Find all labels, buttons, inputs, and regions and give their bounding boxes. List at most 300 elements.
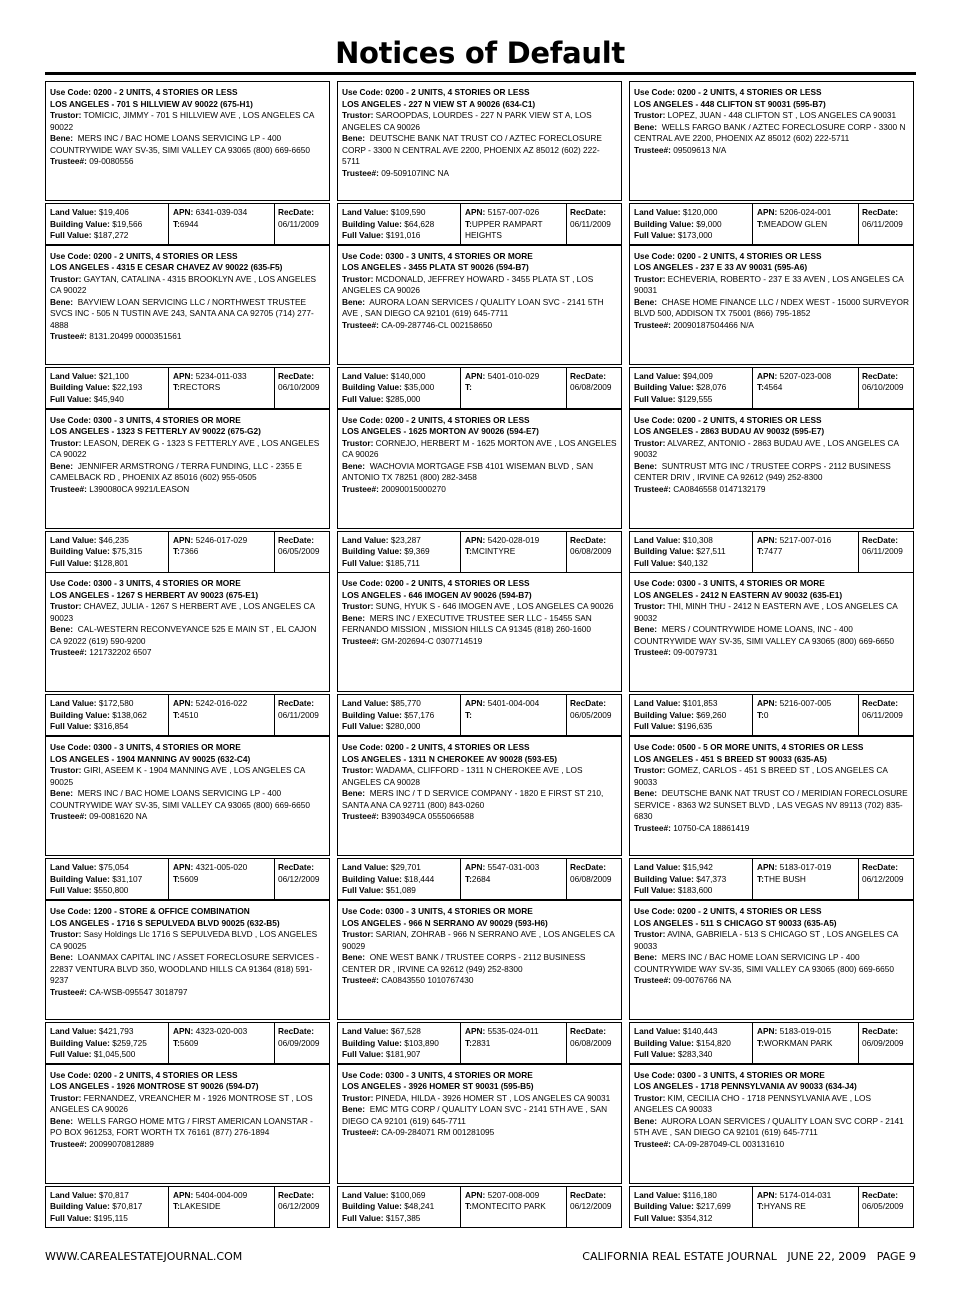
use-code-label: Use Code: bbox=[50, 250, 92, 261]
apn-label: APN: bbox=[173, 207, 194, 217]
notice-details bbox=[337, 409, 622, 529]
recdate-value: 06/09/2009 bbox=[278, 1037, 320, 1048]
recdate-label: RecDate: bbox=[570, 207, 606, 217]
trustee-value: B390349CA 0555066588 bbox=[381, 811, 474, 822]
building-value-label: Building Value: bbox=[634, 1037, 694, 1048]
trustee-value: CA0846558 0147132179 bbox=[673, 483, 766, 494]
building-value: $9,369 bbox=[404, 546, 430, 557]
trustor-label: Trustor: bbox=[634, 273, 666, 284]
bene-label: Bene: bbox=[342, 133, 366, 143]
recdate-label: RecDate: bbox=[570, 534, 606, 545]
building-value-label: Building Value: bbox=[50, 1037, 110, 1048]
full-value: $185,711 bbox=[385, 557, 420, 568]
notice-details bbox=[629, 245, 914, 365]
use-code-line bbox=[50, 251, 325, 263]
tract-label: T: bbox=[465, 709, 472, 720]
recdate-value: 06/10/2009 bbox=[862, 382, 904, 393]
trustee-value: L390080CA 9921/LEASON bbox=[89, 483, 190, 494]
values-cell bbox=[634, 371, 750, 406]
trustee-line bbox=[342, 636, 617, 648]
trustor-value: TOMICIC, JIMMY - 701 S HILLVIEW AVE , LOS ANGELES CA 90022 bbox=[50, 110, 314, 132]
trustor-label: Trustor: bbox=[342, 1092, 374, 1103]
trustor-line bbox=[50, 765, 325, 788]
building-value-label: Building Value: bbox=[50, 1201, 110, 1212]
trustor-value: AVINA, GABRIELA - 513 S CHICAGO ST , LOS ANGELES CA 90033 bbox=[634, 929, 898, 951]
trustee-line bbox=[342, 484, 617, 496]
recdate-label: RecDate: bbox=[862, 862, 898, 873]
tract-label: T: bbox=[465, 546, 472, 557]
building-value: $138,062 bbox=[112, 709, 147, 720]
full-value: $40,132 bbox=[677, 557, 708, 568]
trustor-line bbox=[50, 438, 325, 461]
apn-cell bbox=[752, 368, 856, 408]
trustee-line bbox=[342, 1127, 617, 1139]
notice-entry bbox=[337, 572, 624, 736]
apn-label: APN: bbox=[173, 1189, 194, 1200]
notice-entry bbox=[337, 409, 624, 573]
property-address: LOS ANGELES - 451 S BREED ST 90033 (635-A5) bbox=[634, 753, 827, 764]
building-value-label: Building Value: bbox=[50, 382, 110, 393]
apn-value: 5217-007-016 bbox=[779, 534, 832, 545]
recdate-cell bbox=[858, 1187, 914, 1227]
building-value: $19,566 bbox=[112, 218, 143, 229]
notice-values bbox=[45, 531, 330, 573]
bene-value: BAYVIEW LOAN SERVICING LLC / NORTHWEST TRUSTEE SVCS INC - 505 N TUSTIN AVE 243, SANTA ANA CA 92705 (714) 277-4888 bbox=[50, 296, 314, 330]
tract-value: 5609 bbox=[179, 1037, 199, 1048]
apn-value: 5206-024-001 bbox=[779, 207, 832, 217]
tract-value: 7366 bbox=[179, 546, 199, 557]
building-value-label: Building Value: bbox=[634, 873, 694, 884]
full-value: $283,340 bbox=[677, 1049, 713, 1059]
land-value: $10,308 bbox=[682, 534, 713, 545]
trustee-value: 09-0081620 NA bbox=[89, 811, 148, 822]
use-code-value: 0300 - 3 UNITS, 4 STORIES OR MORE bbox=[93, 414, 241, 425]
land-value-label: Land Value: bbox=[50, 1026, 97, 1036]
trustor-line bbox=[634, 110, 909, 122]
building-value: $57,176 bbox=[404, 709, 435, 720]
trustor-label: Trustor: bbox=[342, 929, 374, 939]
building-value: $35,000 bbox=[404, 382, 435, 393]
apn-value: 5183-019-015 bbox=[779, 1026, 832, 1036]
bene-line bbox=[342, 613, 617, 636]
recdate-label: RecDate: bbox=[862, 1026, 898, 1036]
notice-details bbox=[629, 736, 914, 856]
use-code-line bbox=[342, 906, 617, 918]
apn-cell bbox=[752, 204, 856, 244]
apn-label: APN: bbox=[757, 534, 778, 545]
use-code-label: Use Code: bbox=[634, 578, 676, 589]
use-code-line bbox=[50, 1070, 325, 1082]
recdate-label: RecDate: bbox=[278, 1189, 314, 1200]
values-cell bbox=[342, 1190, 458, 1225]
notice-entry bbox=[45, 245, 332, 409]
tract-label: T: bbox=[465, 1037, 472, 1048]
notice-entry bbox=[337, 1064, 624, 1228]
land-value-label: Land Value: bbox=[342, 698, 389, 709]
recdate-label: RecDate: bbox=[862, 207, 898, 217]
notice-details bbox=[629, 900, 914, 1020]
trustee-value: 09-0080556 bbox=[89, 156, 134, 166]
use-code-label: Use Code: bbox=[342, 414, 384, 425]
use-code-line bbox=[342, 578, 617, 590]
tract-label: T: bbox=[173, 873, 180, 884]
recdate-value: 06/11/2009 bbox=[862, 709, 903, 720]
use-code-label: Use Code: bbox=[342, 1069, 384, 1080]
trustee-label: Trustee#: bbox=[634, 822, 671, 833]
recdate-cell bbox=[274, 368, 330, 408]
notice-details bbox=[45, 736, 330, 856]
use-code-value: 0300 - 3 UNITS, 4 STORIES OR MORE bbox=[385, 906, 533, 916]
land-value: $421,793 bbox=[98, 1026, 134, 1036]
land-value-label: Land Value: bbox=[342, 862, 389, 873]
trustor-label: Trustor: bbox=[342, 437, 374, 448]
bene-label: Bene: bbox=[634, 121, 658, 132]
trustor-value: Sasy Holdings Llc 1716 S SEPULVEDA BLVD , LOS ANGELES CA 90025 bbox=[50, 929, 318, 951]
building-value-label: Building Value: bbox=[634, 218, 694, 229]
full-value-label: Full Value: bbox=[50, 885, 92, 896]
property-address: LOS ANGELES - 1716 S SEPULVEDA BLVD 90025 (632-B5) bbox=[50, 917, 280, 928]
notice-values bbox=[45, 367, 330, 409]
use-code-line bbox=[342, 1070, 617, 1082]
trustor-label: Trustor: bbox=[50, 273, 82, 284]
use-code-label: Use Code: bbox=[342, 742, 384, 753]
notice-details bbox=[629, 1064, 914, 1184]
land-value: $75,054 bbox=[98, 862, 129, 873]
bene-label: Bene: bbox=[342, 1104, 366, 1115]
recdate-cell bbox=[274, 859, 330, 899]
bene-line bbox=[50, 1116, 325, 1139]
land-value: $19,406 bbox=[98, 207, 129, 217]
property-address: LOS ANGELES - 227 N VIEW ST A 90026 (634-C1) bbox=[342, 98, 536, 109]
use-code-label: Use Code: bbox=[50, 742, 92, 753]
bene-value: ONE WEST BANK / TRUSTEE CORPS - 2112 BUSINESS CENTER DR , IRVINE CA 92612 (949) 252-8300 bbox=[342, 952, 586, 974]
property-address: LOS ANGELES - 237 E 33 AV 90031 (595-A6) bbox=[634, 262, 808, 273]
trustor-label: Trustor: bbox=[342, 765, 374, 776]
trustor-label: Trustor: bbox=[50, 765, 82, 776]
trustor-line bbox=[342, 438, 617, 461]
bene-label: Bene: bbox=[634, 460, 658, 471]
trustee-value: 20099070812889 bbox=[89, 1138, 154, 1149]
trustor-value: CHAVEZ, JULIA - 1267 S HERBERT AVE , LOS ANGELES CA 90023 bbox=[50, 601, 315, 623]
property-address: LOS ANGELES - 966 N SERRANO AV 90029 (593-H6) bbox=[342, 917, 548, 928]
use-code-value: 0300 - 3 UNITS, 4 STORIES OR MORE bbox=[385, 250, 533, 261]
notice-values bbox=[629, 1022, 914, 1064]
trustee-line bbox=[342, 320, 617, 332]
notice-details bbox=[629, 572, 914, 692]
apn-value: 5183-017-019 bbox=[779, 862, 832, 873]
tract-label: T: bbox=[173, 709, 180, 720]
full-value-label: Full Value: bbox=[634, 1049, 676, 1059]
recdate-cell bbox=[566, 1187, 622, 1227]
apn-cell bbox=[460, 368, 564, 408]
trustor-value: LEASON, DEREK G - 1323 S FETTERLY AVE , LOS ANGELES CA 90022 bbox=[50, 437, 320, 460]
tract-label: T: bbox=[173, 382, 180, 393]
trustor-label: Trustor: bbox=[50, 929, 82, 939]
use-code-line bbox=[50, 87, 325, 99]
recdate-label: RecDate: bbox=[570, 1189, 606, 1200]
recdate-value: 06/05/2009 bbox=[278, 546, 320, 557]
tract-value: 7477 bbox=[763, 546, 783, 557]
trustee-label: Trustee#: bbox=[342, 319, 379, 330]
apn-cell bbox=[752, 859, 856, 899]
trustor-label: Trustor: bbox=[50, 437, 82, 448]
building-value-label: Building Value: bbox=[634, 382, 694, 393]
full-value-label: Full Value: bbox=[342, 557, 384, 568]
use-code-label: Use Code: bbox=[342, 250, 384, 261]
full-value-label: Full Value: bbox=[634, 885, 676, 896]
bene-label: Bene: bbox=[50, 952, 74, 962]
notice-details bbox=[337, 572, 622, 692]
land-value: $67,528 bbox=[390, 1026, 421, 1036]
bene-value: JENNIFER ARMSTRONG / TERRA FUNDING, LLC - 2355 E CAMELBACK RD , PHOENIX AZ 85016 (602) 955-0505 bbox=[50, 460, 303, 483]
land-value-label: Land Value: bbox=[50, 534, 97, 545]
trustor-value: KIM, CECILIA CHO - 1718 PENNSYLVANIA AVE , LOS ANGELES CA 90033 bbox=[634, 1092, 872, 1115]
use-code-label: Use Code: bbox=[50, 906, 92, 916]
trustor-line bbox=[342, 110, 617, 133]
bene-line bbox=[342, 297, 617, 320]
apn-cell bbox=[460, 1023, 564, 1063]
use-code-label: Use Code: bbox=[634, 414, 676, 425]
recdate-cell bbox=[858, 532, 914, 572]
tract-label: T: bbox=[757, 218, 764, 229]
land-value: $23,287 bbox=[390, 534, 421, 545]
use-code-value: 0300 - 3 UNITS, 4 STORIES OR MORE bbox=[385, 1069, 533, 1080]
apn-cell bbox=[752, 695, 856, 735]
property-address: LOS ANGELES - 4315 E CESAR CHAVEZ AV 90022 (635-F5) bbox=[50, 262, 283, 273]
recdate-value: 06/12/2009 bbox=[278, 873, 320, 884]
use-code-value: 0200 - 2 UNITS, 4 STORIES OR LESS bbox=[93, 87, 238, 97]
use-code-label: Use Code: bbox=[634, 87, 676, 97]
use-code-value: 0200 - 2 UNITS, 4 STORIES OR LESS bbox=[93, 1069, 238, 1080]
bene-value: CAL-WESTERN RECONVEYANCE 525 E MAIN ST , EL CAJON CA 92022 (619) 590-9200 bbox=[50, 624, 317, 646]
bene-label: Bene: bbox=[342, 296, 366, 307]
tract-label: T: bbox=[757, 382, 764, 393]
apn-label: APN: bbox=[173, 1026, 194, 1036]
use-code-value: 0200 - 2 UNITS, 4 STORIES OR LESS bbox=[385, 578, 530, 589]
notice-details bbox=[45, 900, 330, 1020]
land-value-label: Land Value: bbox=[634, 534, 681, 545]
use-code-label: Use Code: bbox=[50, 578, 92, 589]
use-code-line bbox=[634, 742, 909, 754]
building-value: $154,820 bbox=[696, 1037, 731, 1048]
notice-details bbox=[337, 1064, 622, 1184]
property-address: LOS ANGELES - 448 CLIFTON ST 90031 (595-B7) bbox=[634, 98, 826, 109]
trustor-label: Trustor: bbox=[50, 110, 82, 120]
values-cell bbox=[634, 698, 750, 733]
building-value: $70,817 bbox=[112, 1201, 143, 1212]
notice-values bbox=[629, 203, 914, 245]
trustor-value: MCDONALD, JEFFREY HOWARD - 3455 PLATA ST , LOS ANGELES CA 90026 bbox=[342, 273, 594, 296]
trustee-line bbox=[342, 168, 617, 180]
trustor-label: Trustor: bbox=[634, 929, 666, 939]
recdate-cell bbox=[566, 695, 622, 735]
building-value-label: Building Value: bbox=[634, 1201, 694, 1212]
recdate-cell bbox=[274, 204, 330, 244]
bene-line bbox=[634, 952, 909, 975]
trustee-label: Trustee#: bbox=[634, 647, 671, 658]
use-code-line bbox=[50, 415, 325, 427]
bene-value: MERS INC / BAC HOME LOAN SERVICING LP - 400 COUNTRYWIDE WAY SV-35, SIMI VALLEY CA 93065 (800) 669-6650 bbox=[634, 952, 894, 974]
recdate-cell bbox=[274, 1023, 330, 1063]
recdate-value: 06/08/2009 bbox=[570, 546, 612, 557]
recdate-label: RecDate: bbox=[278, 862, 314, 873]
bene-value: MERS INC / BAC HOME LOANS SERVICING LP - 400 COUNTRYWIDE WAY SV-35, SIMI VALLEY CA 93065 (800) 669-6650 bbox=[50, 788, 310, 810]
land-value: $70,817 bbox=[98, 1189, 129, 1200]
use-code-label: Use Code: bbox=[342, 906, 384, 916]
tract-label: T: bbox=[173, 1201, 180, 1212]
values-cell bbox=[342, 207, 458, 242]
recdate-value: 06/08/2009 bbox=[570, 1037, 612, 1048]
values-cell bbox=[50, 1026, 166, 1061]
use-code-line bbox=[634, 1070, 909, 1082]
trustee-value: 20090187504466 N/A bbox=[673, 319, 754, 330]
trustor-value: ALVAREZ, ANTONIO - 2863 BUDAU AVE , LOS ANGELES CA 90032 bbox=[634, 437, 899, 460]
bene-line bbox=[50, 624, 325, 647]
notice-details bbox=[337, 81, 622, 201]
use-code-line bbox=[342, 87, 617, 99]
bene-line bbox=[634, 461, 909, 484]
building-value: $9,000 bbox=[696, 218, 722, 229]
land-value: $120,000 bbox=[682, 207, 718, 217]
apn-cell bbox=[460, 859, 564, 899]
tract-value: 2684 bbox=[471, 873, 491, 884]
notice-values bbox=[45, 1186, 330, 1228]
bene-value: WELLS FARGO HOME MTG / FIRST AMERICAN LOANSTAR - PO BOX 961253, FORT WORTH TX 76161 (877) 276-1894 bbox=[50, 1115, 313, 1138]
notice-entry bbox=[629, 572, 916, 736]
bene-value: CHASE HOME FINANCE LLC / NDEX WEST - 15000 SURVEYOR BLVD 500, ADDISON TX 75001 (866) 795-1852 bbox=[634, 296, 909, 319]
use-code-value: 0200 - 2 UNITS, 4 STORIES OR LESS bbox=[677, 250, 822, 261]
land-value-label: Land Value: bbox=[342, 1026, 389, 1036]
trustee-label: Trustee#: bbox=[50, 647, 87, 658]
use-code-label: Use Code: bbox=[342, 87, 384, 97]
apn-label: APN: bbox=[173, 534, 194, 545]
full-value: $191,016 bbox=[385, 230, 421, 240]
trustee-line bbox=[50, 331, 325, 343]
property-address: LOS ANGELES - 646 IMOGEN AV 90026 (594-B7) bbox=[342, 589, 532, 600]
tract-value: 4564 bbox=[763, 382, 783, 393]
recdate-label: RecDate: bbox=[570, 370, 606, 381]
land-value: $140,000 bbox=[390, 370, 426, 381]
land-value-label: Land Value: bbox=[634, 698, 681, 709]
recdate-label: RecDate: bbox=[862, 370, 898, 381]
trustee-line bbox=[634, 1139, 909, 1151]
trustor-value: SAROOPDAS, LOURDES - 227 N PARK VIEW ST A, LOS ANGELES CA 90026 bbox=[342, 110, 592, 132]
land-value-label: Land Value: bbox=[634, 862, 681, 873]
bene-label: Bene: bbox=[634, 952, 658, 962]
trustee-value: 20090015000270 bbox=[381, 483, 446, 494]
trustee-label: Trustee#: bbox=[342, 1127, 379, 1138]
tract-value: 5609 bbox=[179, 873, 199, 884]
use-code-line bbox=[634, 906, 909, 918]
tract-value: MCINTYRE bbox=[471, 546, 516, 557]
tract-value: 6944 bbox=[179, 218, 199, 229]
notice-entry bbox=[337, 736, 624, 900]
trustor-value: SARIAN, ZOHRAB - 966 N SERRANO AVE , LOS ANGELES CA 90029 bbox=[342, 929, 615, 951]
property-address: LOS ANGELES - 3455 PLATA ST 90026 (594-B7) bbox=[342, 262, 529, 273]
recdate-label: RecDate: bbox=[570, 1026, 606, 1036]
use-code-line bbox=[634, 415, 909, 427]
full-value-label: Full Value: bbox=[50, 557, 92, 568]
bene-label: Bene: bbox=[50, 788, 74, 799]
values-cell bbox=[342, 862, 458, 897]
notice-entry bbox=[337, 81, 624, 245]
trustee-value: CA0843550 1010767430 bbox=[381, 975, 474, 985]
bene-line bbox=[634, 788, 909, 823]
bene-line bbox=[342, 461, 617, 484]
apn-value: 5420-028-019 bbox=[487, 534, 540, 545]
apn-cell bbox=[460, 1187, 564, 1227]
notice-details bbox=[337, 245, 622, 365]
use-code-line bbox=[634, 251, 909, 263]
use-code-value: 0200 - 2 UNITS, 4 STORIES OR LESS bbox=[677, 414, 822, 425]
land-value: $29,701 bbox=[390, 862, 421, 873]
property-address: LOS ANGELES - 701 S HILLVIEW AV 90022 (675-H1) bbox=[50, 98, 253, 109]
full-value: $187,272 bbox=[93, 230, 129, 240]
land-value-label: Land Value: bbox=[50, 698, 97, 709]
recdate-value: 06/11/2009 bbox=[862, 546, 903, 557]
bene-value: LOANMAX CAPITAL INC / ASSET FORECLOSURE SERVICES - 22837 VENTURA BLVD 350, WOODLAND HILLS CA 91364 (818) 591-9237 bbox=[50, 952, 319, 985]
trustee-line bbox=[634, 975, 909, 987]
apn-cell bbox=[168, 204, 272, 244]
use-code-value: 0200 - 2 UNITS, 4 STORIES OR LESS bbox=[677, 906, 822, 916]
recdate-value: 06/11/2009 bbox=[278, 709, 319, 720]
trustor-label: Trustor: bbox=[50, 1092, 82, 1103]
apn-cell bbox=[752, 532, 856, 572]
use-code-label: Use Code: bbox=[50, 87, 92, 97]
trustee-label: Trustee#: bbox=[342, 167, 379, 178]
trustee-label: Trustee#: bbox=[50, 156, 87, 166]
building-value-label: Building Value: bbox=[50, 546, 110, 557]
tract-label: T: bbox=[757, 873, 764, 884]
values-cell bbox=[50, 862, 166, 897]
full-value: $45,940 bbox=[93, 393, 124, 404]
trustee-label: Trustee#: bbox=[342, 975, 379, 985]
trustee-line bbox=[342, 811, 617, 823]
bene-value: WACHOVIA MORTGAGE FSB 4101 WISEMAN BLVD , SAN ANTONIO TX 78251 (800) 282-3458 bbox=[342, 460, 594, 483]
use-code-value: 0200 - 2 UNITS, 4 STORIES OR LESS bbox=[385, 742, 530, 753]
land-value: $85,770 bbox=[390, 698, 421, 709]
recdate-cell bbox=[566, 204, 622, 244]
trustee-value: 8131.20499 0000351561 bbox=[89, 331, 182, 342]
land-value: $46,235 bbox=[98, 534, 129, 545]
apn-cell bbox=[168, 859, 272, 899]
apn-cell bbox=[460, 695, 564, 735]
full-value: $129,555 bbox=[677, 393, 713, 404]
trustor-line bbox=[50, 274, 325, 297]
trustee-label: Trustee#: bbox=[634, 1138, 671, 1149]
values-cell bbox=[50, 371, 166, 406]
apn-label: APN: bbox=[465, 370, 486, 381]
trustor-line bbox=[342, 1093, 617, 1105]
recdate-cell bbox=[858, 204, 914, 244]
trustor-line bbox=[634, 274, 909, 297]
full-value-label: Full Value: bbox=[634, 721, 676, 732]
building-value: $31,107 bbox=[112, 873, 143, 884]
trustor-value: FERNANDEZ, VREANCHER M - 1926 MONTROSE ST , LOS ANGELES CA 90026 bbox=[50, 1092, 313, 1115]
trustee-label: Trustee#: bbox=[634, 319, 671, 330]
use-code-label: Use Code: bbox=[634, 906, 676, 916]
recdate-value: 06/12/2009 bbox=[278, 1201, 320, 1212]
full-value: $196,635 bbox=[677, 721, 713, 732]
trustor-label: Trustor: bbox=[634, 437, 666, 448]
recdate-cell bbox=[274, 1187, 330, 1227]
use-code-value: 0300 - 3 UNITS, 4 STORIES OR MORE bbox=[93, 578, 241, 589]
apn-cell bbox=[460, 532, 564, 572]
apn-value: 5174-014-031 bbox=[779, 1189, 832, 1200]
footer-publication: CALIFORNIA REAL ESTATE JOURNAL JUNE 22, 2009 PAGE 9 bbox=[582, 1250, 916, 1263]
bene-label: Bene: bbox=[634, 296, 658, 307]
notice-values bbox=[337, 203, 622, 245]
